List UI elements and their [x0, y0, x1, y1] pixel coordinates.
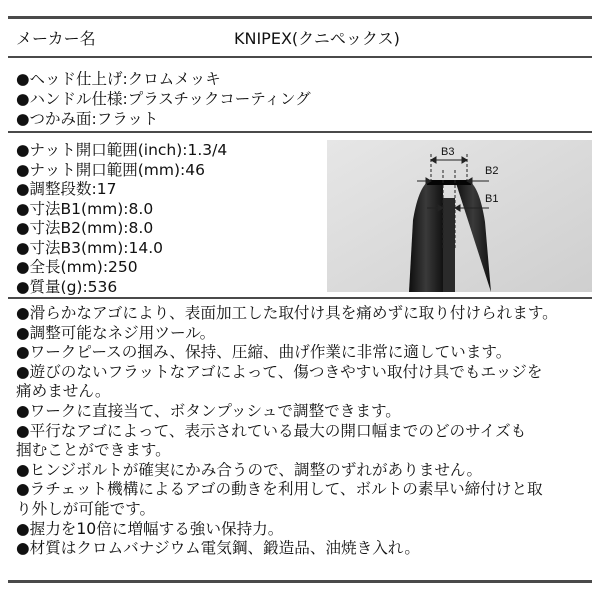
feature-line: ●遊びのないフラットなアゴによって、傷つきやすい取付け具でもエッジを — [16, 362, 543, 381]
header-rule — [8, 56, 592, 58]
spec-line: ●ナット開口範囲(mm):46 — [16, 160, 205, 179]
finish-line: ●ヘッド仕上げ:クロムメッキ — [16, 70, 221, 88]
label-b3: B3 — [441, 146, 455, 158]
feature-line: ●ラチェット機構によるアゴの動きを利用して、ボルトの素早い締付けと取 — [16, 480, 543, 499]
feature-line: り外しが可能です。 — [16, 499, 156, 518]
spec-line: ●ナット開口範囲(inch):1.3/4 — [16, 141, 228, 159]
feature-line: ●平行なアゴによって、表示されている最大の開口幅までのどのサイズも — [16, 421, 527, 440]
maker-row — [16, 26, 590, 50]
bottom-rule — [8, 580, 592, 583]
feature-line: ●ヒンジボルトが確実にかみ合うので、調整のずれがありません。 — [16, 460, 483, 479]
spec-rule — [8, 297, 592, 299]
spec-line: ●調整段数:17 — [16, 180, 117, 198]
spec-line: ●寸法B2(mm):8.0 — [16, 219, 154, 237]
feature-line: ●ワークに直接当て、ボタンプッシュで調整できます。 — [16, 401, 401, 420]
spec-line: ●寸法B3(mm):14.0 — [16, 238, 164, 257]
features-section — [16, 304, 558, 559]
feature-line: ●材質はクロムバナジウム電気鋼、鍛造品、油焼き入れ。 — [16, 539, 420, 558]
finish-line: ●ハンドル仕様:プラスチックコーティング — [16, 90, 311, 108]
maker-label: メーカー名 — [16, 29, 96, 48]
maker-value: KNIPEX(クニペックス) — [234, 29, 400, 48]
finish-section — [16, 69, 311, 129]
spec-section — [16, 141, 227, 297]
label-b1: B1 — [485, 193, 499, 205]
top-rule — [8, 16, 592, 19]
plier-jaw-diagram — [327, 140, 592, 292]
feature-line: 痛めません。 — [16, 382, 111, 401]
feature-line: ●滑らかなアゴにより、表面加工した取付け具を痛めずに取り付けられます。 — [16, 304, 558, 322]
feature-line: 掴むことができます。 — [16, 441, 171, 460]
finish-rule — [8, 131, 592, 133]
feature-line: ●調整可能なネジ用ツール。 — [16, 323, 216, 342]
spec-line: ●質量(g):536 — [16, 277, 118, 296]
dimension-diagram — [327, 140, 592, 292]
finish-line: ●つかみ面:フラット — [16, 110, 159, 128]
label-b2: B2 — [485, 165, 499, 177]
spec-line: ●全長(mm):250 — [16, 258, 138, 276]
feature-line: ●握力を10倍に増幅する強い保持力。 — [16, 519, 284, 538]
spec-line: ●寸法B1(mm):8.0 — [16, 199, 154, 218]
feature-line: ●ワークピースの掴み、保持、圧縮、曲げ作業に非常に適しています。 — [16, 343, 512, 362]
